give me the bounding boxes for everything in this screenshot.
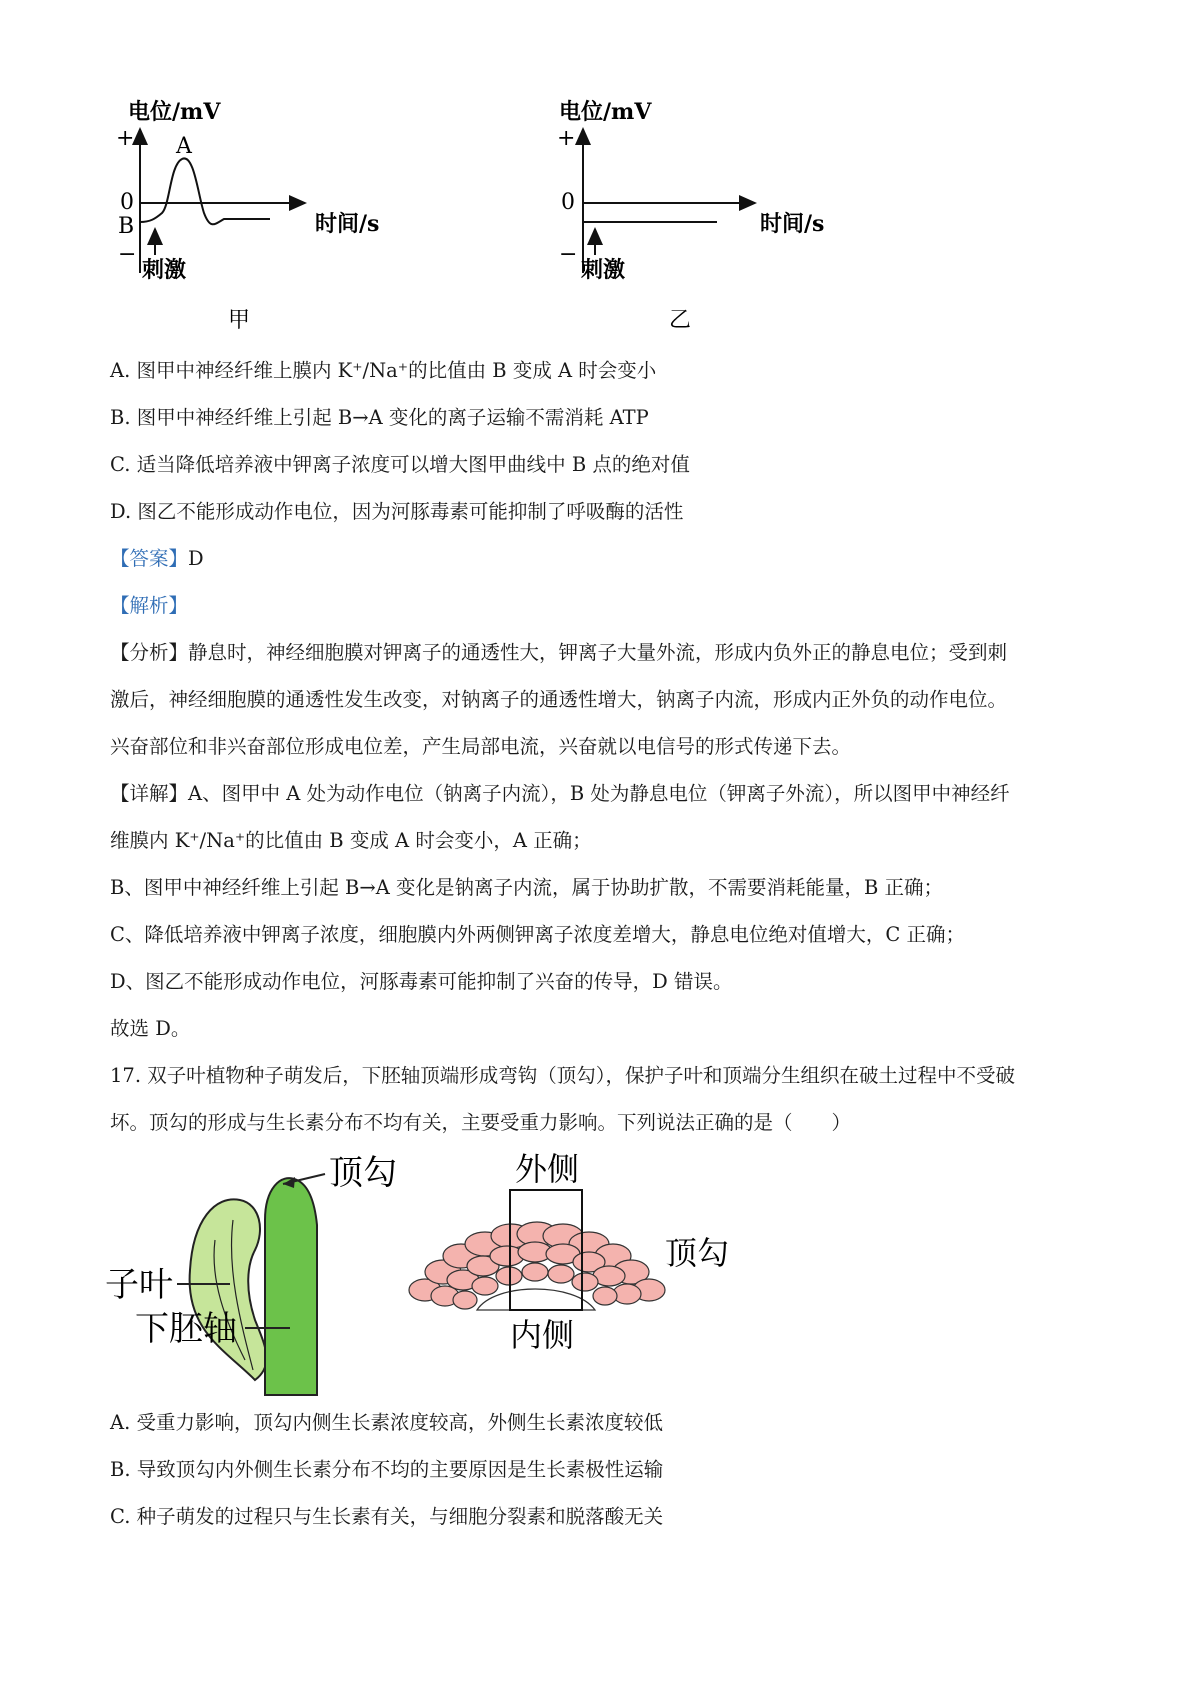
- hook-label: 顶勾: [329, 1153, 397, 1193]
- xiangjie-line-3: B、图甲中神经纤维上引起 B→A 变化是钠离子内流，属于协助扩散，不需要消耗能量，B 正确；: [110, 876, 944, 899]
- xiangjie-line-2: 维膜内 K⁺/Na⁺的比值由 B 变成 A 时会变小，A 正确；: [110, 829, 592, 852]
- xiangjie-line-6: 故选 D。: [110, 1017, 191, 1040]
- answer-value: D: [188, 547, 204, 570]
- q16-analysis-row: [110, 593, 188, 619]
- figure-yi-membrane-potential: [545, 95, 875, 335]
- q17-option-a: A. 受重力影响，顶勾内侧生长素浓度较高，外侧生长素浓度较低: [110, 1411, 663, 1434]
- cotyledon-shape: [190, 1199, 267, 1380]
- xiangjie-line-5: D、图乙不能形成动作电位，河豚毒素可能抑制了兴奋的传导，D 错误。: [110, 970, 733, 993]
- jia-zero: 0: [120, 190, 134, 215]
- jia-potential-curve: [140, 158, 270, 224]
- cotyledon-label: 子叶: [105, 1265, 173, 1305]
- jia-rest-label: B: [118, 214, 135, 239]
- q17-option-c: C. 种子萌发的过程只与生长素有关，与细胞分裂素和脱落酸无关: [110, 1505, 664, 1528]
- yi-ylabel: 电位/mV: [559, 99, 652, 125]
- figure-jia-membrane-potential: [110, 95, 440, 335]
- jia-stimulus-label: 刺激: [142, 257, 187, 283]
- answer-tag: 【答案】: [110, 547, 189, 570]
- q17-option-b: B. 导致顶勾内外侧生长素分布不均的主要原因是生长素极性运输: [110, 1458, 664, 1481]
- q16-option-b: B. 图甲中神经纤维上引起 B→A 变化的离子运输不需消耗 ATP: [110, 406, 649, 429]
- fenxi-line-2: 激后，神经细胞膜的通透性发生改变，对钠离子的通透性增大，钠离子内流，形成内正外负的动作电位。: [110, 688, 1008, 711]
- fenxi-tag: 【分析】: [110, 641, 189, 664]
- q16-option-a: A. 图甲中神经纤维上膜内 K⁺/Na⁺的比值由 B 变成 A 时会变小: [110, 359, 657, 382]
- fenxi-line-3: 兴奋部位和非兴奋部位形成电位差，产生局部电流，兴奋就以电信号的形式传递下去。: [110, 735, 852, 758]
- xiangjie-line-1: [110, 781, 1010, 807]
- figure-apical-hook: [105, 1150, 735, 1400]
- q16-option-d: D. 图乙不能形成动作电位，因为河豚毒素可能抑制了呼吸酶的活性: [110, 500, 684, 523]
- fenxi-text-1: 静息时，神经细胞膜对钾离子的通透性大，钾离子大量外流，形成内负外正的静息电位；受到刺: [188, 641, 1008, 664]
- xiangjie-line-4: C、降低培养液中钾离子浓度，细胞膜内外两侧钾离子浓度差增大，静息电位绝对值增大，C 正确；: [110, 923, 966, 946]
- yi-minus: −: [559, 242, 578, 267]
- jia-ylabel: 电位/mV: [128, 99, 221, 125]
- jia-minus: −: [118, 242, 137, 267]
- xiangjie-tag: 【详解】: [110, 782, 189, 805]
- q17-stem-2: 坏。顶勾的形成与生长素分布不均有关，主要受重力影响。下列说法正确的是（ ）: [110, 1111, 852, 1134]
- hypocotyl-shape: [265, 1178, 317, 1395]
- yi-zero: 0: [561, 190, 575, 215]
- analysis-tag: 【解析】: [110, 594, 189, 617]
- yi-stimulus-label: 刺激: [581, 257, 626, 283]
- jia-plus: +: [116, 126, 135, 151]
- fenxi-line-1: [110, 640, 1007, 666]
- outer-label: 外侧: [515, 1150, 580, 1188]
- q16-option-c: C. 适当降低培养液中钾离子浓度可以增大图甲曲线中 B 点的绝对值: [110, 453, 690, 476]
- hypocotyl-label: 下胚轴: [135, 1309, 237, 1349]
- jia-peak-label: A: [176, 134, 192, 159]
- yi-plus: +: [557, 126, 576, 151]
- hook-label-2: 顶勾: [665, 1234, 730, 1272]
- q16-answer-row: [110, 546, 204, 572]
- jia-xlabel: 时间/s: [315, 211, 380, 237]
- xiangjie-text-1: A、图甲中 A 处为动作电位（钠离子内流），B 处为静息电位（钾离子外流），所以图甲中神经纤: [188, 782, 1010, 805]
- q17-stem-1: 17. 双子叶植物种子萌发后，下胚轴顶端形成弯钩（顶勾），保护子叶和顶端分生组织在破土过程中不受破: [110, 1064, 1015, 1087]
- inner-label: 内侧: [510, 1316, 575, 1354]
- jia-caption: 甲: [228, 308, 251, 333]
- yi-xlabel: 时间/s: [760, 211, 825, 237]
- yi-caption: 乙: [669, 308, 692, 333]
